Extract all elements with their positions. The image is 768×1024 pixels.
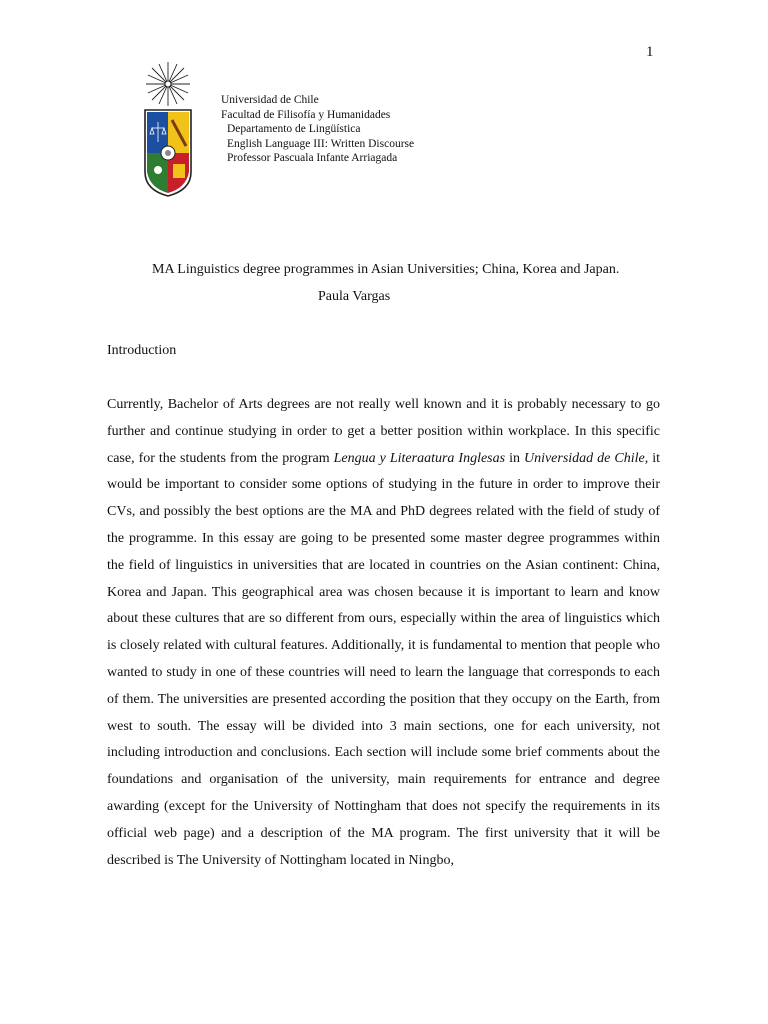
university-crest-logo — [140, 60, 196, 200]
header-department: Departamento de Lingüística — [227, 123, 361, 136]
essay-title: MA Linguistics degree programmes in Asian Universities; China, Korea and Japan. — [152, 262, 620, 277]
header-course: English Language III: Written Discourse — [227, 137, 415, 150]
paragraph-text-start: Currently, Bachelor of Arts degrees are not really well known and it is probably necessary to go further and continue studying in order to get a better position within workplace. In this specific case, for the students from the program — [107, 397, 660, 466]
paragraph-text-in: in — [505, 450, 524, 466]
intro-paragraph — [107, 392, 660, 874]
page-number: 1 — [646, 44, 654, 60]
section-heading: Introduction — [107, 343, 177, 358]
header-professor: Professor Pascuala Infante Arriagada — [227, 152, 398, 165]
header-faculty: Facultad de Filisofía y Humanidades — [221, 108, 391, 121]
institution-header — [221, 93, 414, 166]
program-name: Lengua y Literaatura Inglesas — [333, 450, 506, 466]
essay-author: Paula Vargas — [318, 289, 391, 304]
paragraph-text-rest: , it would be important to consider some options of studying in the future in order to improve their CVs, and possibly the best options are the MA and PhD degrees related with the field of study of the programme. In this essay are going to be presented some master degree programmes within the field of linguistics in universities that are located in countries on the Asian continent: China, Korea and Japan. This geographical area was chosen because it is important to learn and know about these cultures that are so different from ours, especially within the area of linguistics which is closely related with cultural features. Additionally, it is fundamental to mention that people who wanted to study in one of these countries will need to learn the language that corresponds to each of them. The universities are presented according the position that they occupy on the Earth, from west to south. The essay will be divided into 3 main sections, one for each university, not including introduction and conclusions. Each section will include some brief comments about the foundations and organisation of the university, main requirements for entrance and degree awarding (except for the University of Nottingham that does not specify the requirements in its official web page) and a description of the MA program. The first university that it will be described is The University of Nottingham located in Ningbo, — [107, 450, 661, 868]
header-university: Universidad de Chile — [221, 94, 319, 106]
university-name: Universidad de Chile — [523, 450, 645, 466]
